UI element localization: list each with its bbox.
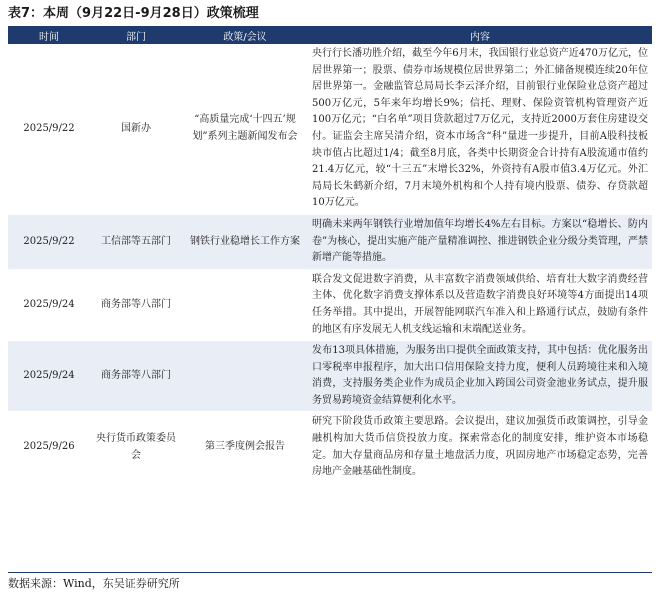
table-bottom-rule: [8, 572, 652, 573]
cell-policy: “高质量完成‘十四五’规划”系列主题新闻发布会: [182, 44, 308, 214]
cell-date: 2025/9/26: [8, 412, 90, 483]
table-header-row: [8, 26, 652, 44]
header-policy: 政策/会议: [182, 26, 308, 44]
cell-policy: 第三季度例会报告: [182, 412, 308, 483]
cell-dept: 商务部等八部门: [90, 269, 182, 340]
cell-content: 发布13项具体措施，为服务出口提供全面政策支持，其中包括：优化服务出口零税率申报程序，加大出口信用保险支持力度，便利人员跨境往来和入境消费，支持服务类企业作为成员企业加入跨国公司资金池业务试点，提升服务贸易跨境资金结算便利化水平。: [308, 341, 652, 412]
header-date: 时间: [8, 26, 90, 44]
cell-date: 2025/9/22: [8, 44, 90, 214]
table-row: [8, 214, 652, 269]
table-title: 表7：本周（9月22日-9月28日）政策梳理: [8, 6, 259, 21]
source-note: 数据来源：Wind，东吴证券研究所: [8, 577, 180, 590]
cell-content: 央行行长潘功胜介绍，截至今年6月末，我国银行业总资产近470万亿元，位居世界第一；股票、债券市场规模位居世界第二；外汇储备规模连续20年位居世界第一。金融监管总局局长李云泽介绍，目前银行业保险业总资产超过500万亿元，5年来年均增长9%；信托、理财、保险资管机构管理资产近100万亿元；“白名单”项目贷款超过7万亿元，支持近2000万套住房建设交付。证监会主席吴清介绍，资本市场含“科”量进一步提升，目前A股科技板块市值占比超过1/4；截至8月底，各类中长期资金合计持有A股流通市值约21.4万亿元，较“十三五”末增长32%，外资持有A股市值3.4万亿元。外汇局局长朱鹤新介绍，7月末境外机构和个人持有境内股票、债券、存贷款超10万亿元。: [308, 44, 652, 214]
cell-dept: 央行货币政策委员会: [90, 412, 182, 483]
table-row: [8, 341, 652, 412]
policy-table: [8, 26, 652, 484]
cell-content: 明确未来两年钢铁行业增加值年均增长4%左右目标。方案以“稳增长、防内卷”为核心，提出实施产能产量精准调控、推进钢铁企业分级分类管理，严禁新增产能等措施。: [308, 214, 652, 269]
header-content: 内容: [308, 26, 652, 44]
cell-content: 研究下阶段货币政策主要思路。会议提出，建议加强货币政策调控，引导金融机构加大货币信贷投放力度。探索常态化的制度安排，维护资本市场稳定。加大存量商品房和存量土地盘活力度，巩固房地产市场稳定态势，完善房地产金融基础性制度。: [308, 412, 652, 483]
cell-policy: 钢铁行业稳增长工作方案: [182, 214, 308, 269]
cell-date: 2025/9/24: [8, 341, 90, 412]
table-row: [8, 412, 652, 483]
table-row: [8, 44, 652, 214]
cell-policy: [182, 269, 308, 340]
cell-dept: 国新办: [90, 44, 182, 214]
cell-dept: 工信部等五部门: [90, 214, 182, 269]
table-row: [8, 269, 652, 340]
cell-date: 2025/9/24: [8, 269, 90, 340]
cell-content: 联合发文促进数字消费，从丰富数字消费领域供给、培育壮大数字消费经营主体、优化数字消费支撑体系以及营造数字消费良好环境等4方面提出14项任务举措。其中提出，开展智能网联汽车准入和上路通行试点，鼓励有条件的地区有序发展无人机支线运输和末端配送业务。: [308, 269, 652, 340]
cell-policy: [182, 341, 308, 412]
cell-dept: 商务部等八部门: [90, 341, 182, 412]
header-dept: 部门: [90, 26, 182, 44]
cell-date: 2025/9/22: [8, 214, 90, 269]
